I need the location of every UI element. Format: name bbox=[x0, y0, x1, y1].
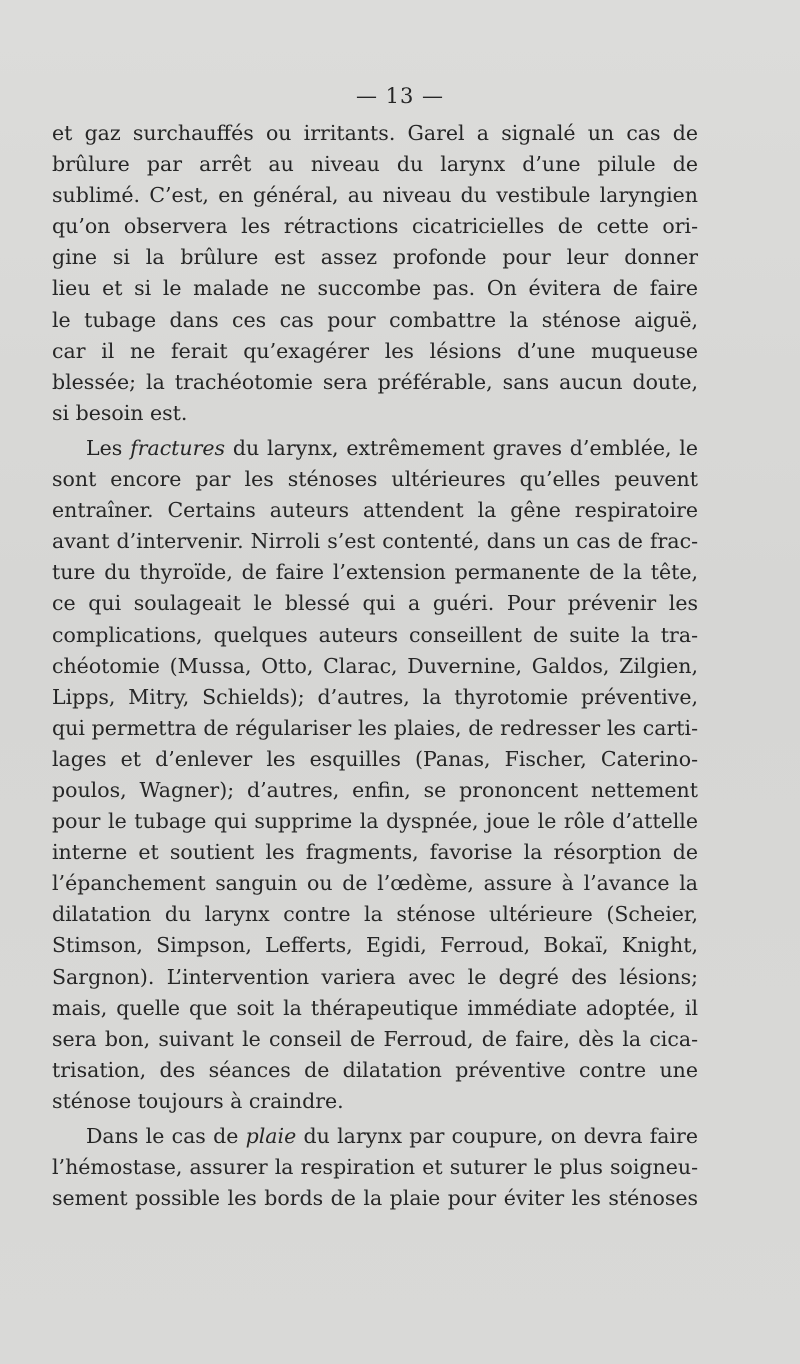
page-number: — 13 — bbox=[355, 84, 445, 108]
text-line: qu’on observera les rétractions cicatricielles de cette ori- bbox=[52, 214, 698, 239]
text-line: qui permettra de régulariser les plaies, de redresser les carti- bbox=[52, 715, 698, 740]
text-line: sténose toujours à craindre. bbox=[52, 1088, 344, 1113]
text-line: ce qui soulageait le blessé qui a guéri. Pour prévenir les bbox=[52, 591, 698, 616]
text-line: poulos, Wagner); d’autres, enfin, se prononcent nettement bbox=[52, 777, 698, 802]
text-line: si besoin est. bbox=[52, 400, 188, 425]
italic-term: plaie bbox=[245, 1124, 297, 1148]
text-line: interne et soutient les fragments, favorise la résorption de bbox=[52, 840, 698, 865]
text-line: complications, quelques auteurs conseillent de suite la tra- bbox=[52, 622, 698, 647]
text-line: gine si la brûlure est assez profonde pour leur donner bbox=[52, 245, 698, 270]
text-line: car il ne ferait qu’exagérer les lésions d’une muqueuse bbox=[52, 338, 698, 363]
text-run: du larynx, extrêmement graves d’emblée, le bbox=[225, 435, 698, 460]
text-line: l’hémostase, assurer la respiration et suturer le plus soigneu- bbox=[52, 1155, 698, 1180]
text-line: sement possible les bords de la plaie pour éviter les sténoses bbox=[52, 1186, 698, 1211]
paragraph-wounds bbox=[52, 1121, 698, 1214]
text-line: Stimson, Simpson, Lefferts, Egidi, Ferroud, Bokaï, Knight, bbox=[52, 933, 698, 958]
text-line: Lipps, Mitry, Schields); d’autres, la thyrotomie préventive, bbox=[52, 684, 698, 709]
text-run: Dans le cas de bbox=[86, 1124, 246, 1148]
text-line: ture du thyroïde, de faire l’extension permanente de la tête, bbox=[52, 560, 698, 585]
text-line: blessée; la trachéotomie sera préférable, sans aucun doute, bbox=[52, 369, 698, 394]
text-line bbox=[52, 1121, 698, 1152]
text-line: chéotomie (Mussa, Otto, Clarac, Duvernine, Galdos, Zilgien, bbox=[52, 653, 698, 678]
text-run: Les bbox=[86, 435, 131, 460]
text-line: sublimé. C’est, en général, au niveau du vestibule laryngien bbox=[52, 183, 698, 208]
text-line: trisation, des séances de dilatation préventive contre une bbox=[52, 1057, 698, 1082]
italic-term: fractures bbox=[130, 435, 226, 460]
text-line: dilatation du larynx contre la sténose ultérieure (Scheier, bbox=[52, 902, 698, 927]
text-line: lieu et si le malade ne succombe pas. On évitera de faire bbox=[52, 276, 698, 301]
text-line: Sargnon). L’intervention variera avec le degré des lésions; bbox=[52, 964, 698, 989]
text-line: et gaz surchauffés ou irritants. Garel a signalé un cas de bbox=[52, 121, 698, 145]
text-line: brûlure par arrêt au niveau du larynx d’une pilule de bbox=[52, 152, 698, 177]
text-line: avant d’intervenir. Nirroli s’est contenté, dans un cas de frac- bbox=[52, 529, 698, 554]
body-text bbox=[52, 118, 698, 1214]
text-line: le tubage dans ces cas pour combattre la sténose aiguë, bbox=[52, 307, 698, 332]
text-run: du larynx par coupure, on devra faire bbox=[296, 1124, 698, 1148]
text-line: lages et d’enlever les esquilles (Panas, Fischer, Caterino- bbox=[52, 746, 698, 771]
text-line: mais, quelle que soit la thérapeutique immédiate adoptée, il bbox=[52, 995, 698, 1020]
text-line: sera bon, suivant le conseil de Ferroud, de faire, dès la cica- bbox=[52, 1026, 698, 1051]
text-line: entraîner. Certains auteurs attendent la gêne respiratoire bbox=[52, 498, 698, 523]
paragraph-fractures bbox=[52, 433, 698, 1117]
paragraph-burns bbox=[52, 118, 698, 429]
text-line: pour le tubage qui supprime la dyspnée, joue le rôle d’attelle bbox=[52, 809, 698, 834]
text-line: sont encore par les sténoses ultérieures qu’elles peuvent bbox=[52, 467, 698, 492]
text-line: l’épanchement sanguin ou de l’œdème, assure à l’avance la bbox=[52, 871, 698, 896]
text-line bbox=[52, 433, 698, 464]
